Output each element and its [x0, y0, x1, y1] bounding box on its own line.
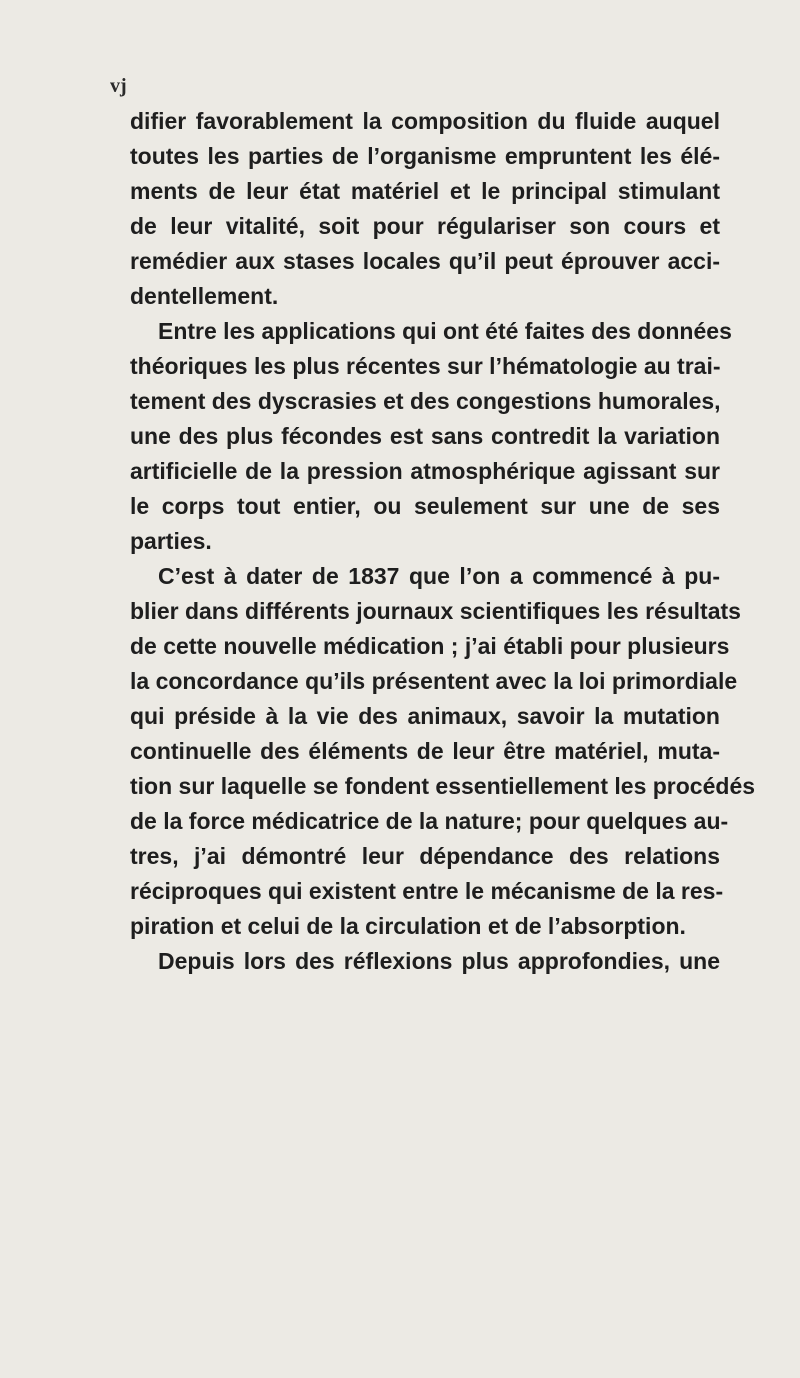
text-line: Entre les applications qui ont été faites des données [158, 318, 732, 344]
body-text [130, 104, 756, 979]
text-line: remédier aux stases locales qu’il peut éprouver acci- [130, 248, 720, 274]
text-line: de la force médicatrice de la nature; pour quelques au- [130, 808, 729, 834]
text-line: piration et celui de la circulation et de l’absorption. [130, 913, 686, 939]
text-line: C’est à dater de 1837 que l’on a commencé à pu- [158, 563, 720, 589]
text-line: la concordance qu’ils présentent avec la loi primordiale [130, 668, 738, 694]
text-line: blier dans différents journaux scientifiques les résultats [130, 598, 741, 624]
text-line: continuelle des éléments de leur être matériel, muta- [130, 738, 720, 764]
text-line: dentellement. [130, 283, 279, 309]
text-line: une des plus fécondes est sans contredit la variation [130, 423, 720, 449]
text-line: difier favorablement la composition du fluide auquel [130, 108, 720, 134]
text-line: de leur vitalité, soit pour régulariser son cours et [130, 213, 720, 239]
text-line: théoriques les plus récentes sur l’hématologie au trai- [130, 353, 721, 379]
text-line: qui préside à la vie des animaux, savoir la mutation [130, 703, 720, 729]
text-line: Depuis lors des réflexions plus approfondies, une [158, 948, 720, 974]
text-line: artificielle de la pression atmosphérique agissant sur [130, 458, 720, 484]
text-line: parties. [130, 528, 212, 554]
text-line: tres, j’ai démontré leur dépendance des relations [130, 843, 720, 869]
text-line: tion sur laquelle se fondent essentiellement les procédés [130, 773, 756, 799]
text-line: réciproques qui existent entre le mécanisme de la res- [130, 878, 724, 904]
text-line: de cette nouvelle médication ; j’ai établi pour plusieurs [130, 633, 730, 659]
page-number: vj [110, 75, 127, 97]
text-line: ments de leur état matériel et le principal stimulant [130, 178, 720, 204]
text-line: le corps tout entier, ou seulement sur une de ses [130, 493, 720, 519]
text-line: toutes les parties de l’organisme empruntent les élé- [130, 143, 720, 169]
text-line: tement des dyscrasies et des congestions humorales, [130, 388, 721, 414]
